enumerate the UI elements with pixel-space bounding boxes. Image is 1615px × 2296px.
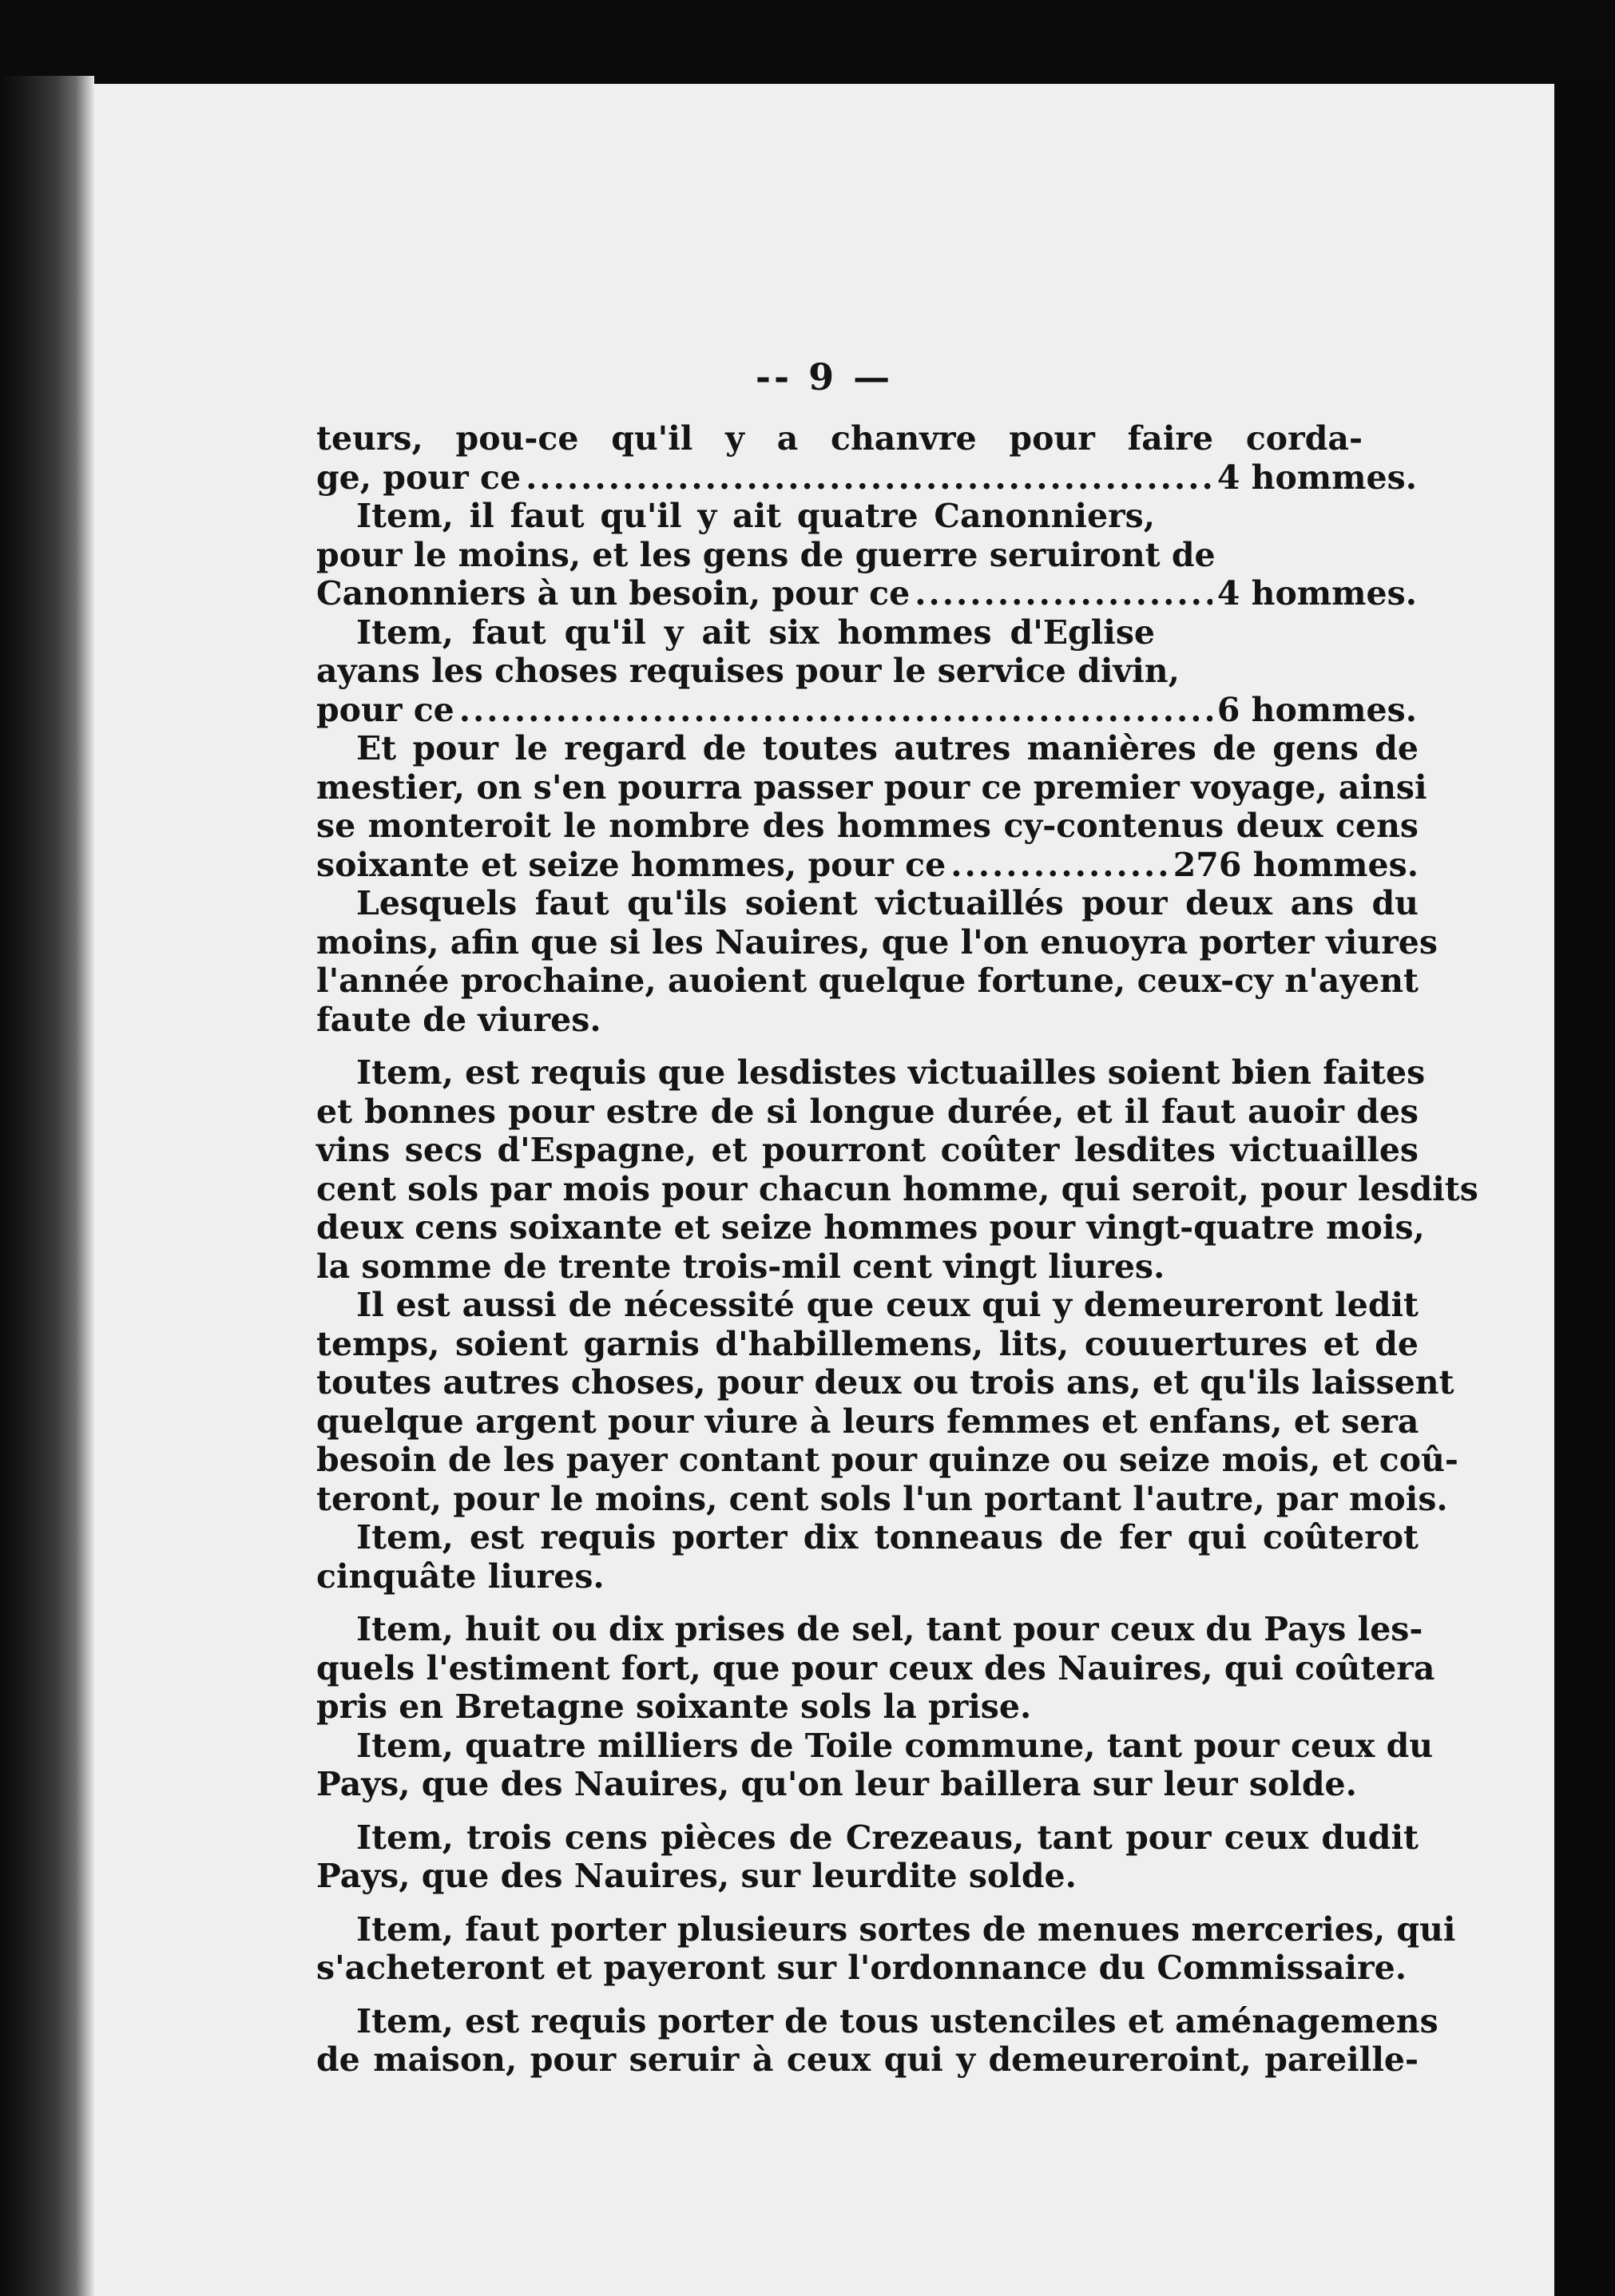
text-line: se monteroit le nombre des hommes cy-contenus deux cens bbox=[316, 807, 1419, 845]
leader-line bbox=[316, 846, 1419, 885]
text-line: quelque argent pour viure à leurs femmes et enfans, et sera bbox=[316, 1402, 1419, 1441]
count-value: 4 hommes. bbox=[1216, 458, 1417, 497]
text-line: pour ce bbox=[316, 690, 454, 729]
scan-top-border bbox=[0, 0, 1615, 84]
page-body-text bbox=[316, 419, 1478, 2080]
scan-right-border bbox=[1554, 76, 1615, 2296]
text-line: cinquâte liures. bbox=[316, 1556, 605, 1596]
text-line: Canonniers à un besoin, pour ce bbox=[316, 574, 911, 613]
dot-leader bbox=[459, 691, 1212, 730]
dot-leader bbox=[950, 846, 1169, 885]
text-line: mestier, on s'en pourra passer pour ce premier voyage, ainsi bbox=[316, 767, 1427, 807]
text-line: Lesquels faut qu'ils soient victuaillés pour deux ans du bbox=[356, 884, 1419, 922]
text-line: ayans les choses requises pour le service divin, bbox=[316, 652, 1180, 690]
text-line: faute de viures. bbox=[316, 1000, 601, 1039]
text-line: temps, soient garnis d'habillemens, lits, couuertures et de bbox=[316, 1324, 1419, 1363]
count-value: 4 hommes. bbox=[1216, 574, 1417, 613]
text-line: Item, est requis que lesdistes victuailles soient bien faites bbox=[356, 1053, 1426, 1092]
text-line: Pays, que des Nauires, qu'on leur baillera sur leur solde. bbox=[316, 1765, 1357, 1803]
leader-line bbox=[316, 458, 1417, 498]
text-line: de maison, pour seruir à ceux qui y demeureroint, pareille- bbox=[316, 2040, 1419, 2079]
text-line: cent sols par mois pour chacun homme, qui seroit, pour lesdits bbox=[316, 1169, 1478, 1208]
text-line: teurs, pou-ce qu'il y a chanvre pour faire corda- bbox=[316, 419, 1363, 458]
text-line: toutes autres choses, pour deux ou trois ans, et qu'ils laissent bbox=[316, 1363, 1454, 1402]
book-spine-shadow bbox=[0, 76, 94, 2296]
text-line: besoin de les payer contant pour quinze ou seize mois, et coû- bbox=[316, 1441, 1458, 1479]
book-page bbox=[94, 84, 1554, 2296]
text-line: soixante et seize hommes, pour ce bbox=[316, 845, 946, 884]
text-line: Item, huit ou dix prises de sel, tant pour ceux du Pays les- bbox=[356, 1610, 1423, 1648]
dot-leader bbox=[526, 458, 1212, 498]
text-line: quels l'estiment fort, que pour ceux des Nauires, qui coûtera bbox=[316, 1648, 1435, 1687]
text-line: Item, est requis porter dix tonneaus de fer qui coûterot bbox=[356, 1518, 1419, 1556]
text-line: ge, pour ce bbox=[316, 458, 522, 497]
text-line: et bonnes pour estre de si longue durée, et il faut auoir des bbox=[316, 1092, 1419, 1131]
text-line: moins, afin que si les Nauires, que l'on enuoyra porter viures bbox=[316, 922, 1438, 962]
leader-line bbox=[316, 690, 1417, 730]
text-line: Item, trois cens pièces de Crezeaus, tant pour ceux dudit bbox=[356, 1818, 1419, 1857]
text-line: Et pour le regard de toutes autres manières de gens de bbox=[356, 729, 1419, 767]
text-line: Il est aussi de nécessité que ceux qui y demeureront ledit bbox=[356, 1286, 1419, 1324]
page-number: -- 9 — bbox=[755, 355, 894, 399]
text-line: vins secs d'Espagne, et pourront coûter lesdites victuailles bbox=[316, 1131, 1419, 1169]
text-line: s'acheteront et payeront sur l'ordonnance du Commissaire. bbox=[316, 1949, 1407, 1987]
text-line: l'année prochaine, auoient quelque fortune, ceux-cy n'ayent bbox=[316, 962, 1419, 1000]
count-value: 276 hommes. bbox=[1173, 845, 1419, 884]
text-line: pour le moins, et les gens de guerre seruiront de bbox=[316, 535, 1216, 574]
dot-leader bbox=[915, 574, 1212, 613]
text-line: Item, il faut qu'il y ait quatre Canonniers, bbox=[356, 497, 1155, 535]
text-line: Pays, que des Nauires, sur leurdite solde. bbox=[316, 1857, 1077, 1895]
text-line: Item, est requis porter de tous ustenciles et aménagemens bbox=[356, 2001, 1438, 2040]
text-line: deux cens soixante et seize hommes pour vingt-quatre mois, bbox=[316, 1208, 1425, 1247]
text-line: Item, faut porter plusieurs sortes de menues merceries, qui bbox=[356, 1909, 1456, 1949]
text-line: la somme de trente trois-mil cent vingt liures. bbox=[316, 1247, 1165, 1286]
text-line: Item, quatre milliers de Toile commune, tant pour ceux du bbox=[356, 1726, 1434, 1765]
count-value: 6 hommes. bbox=[1216, 690, 1417, 729]
leader-line bbox=[316, 574, 1417, 613]
text-line: pris en Bretagne soixante sols la prise. bbox=[316, 1687, 1032, 1726]
text-line: Item, faut qu'il y ait six hommes d'Eglise bbox=[356, 613, 1155, 652]
text-line: teront, pour le moins, cent sols l'un portant l'autre, par mois. bbox=[316, 1479, 1448, 1518]
